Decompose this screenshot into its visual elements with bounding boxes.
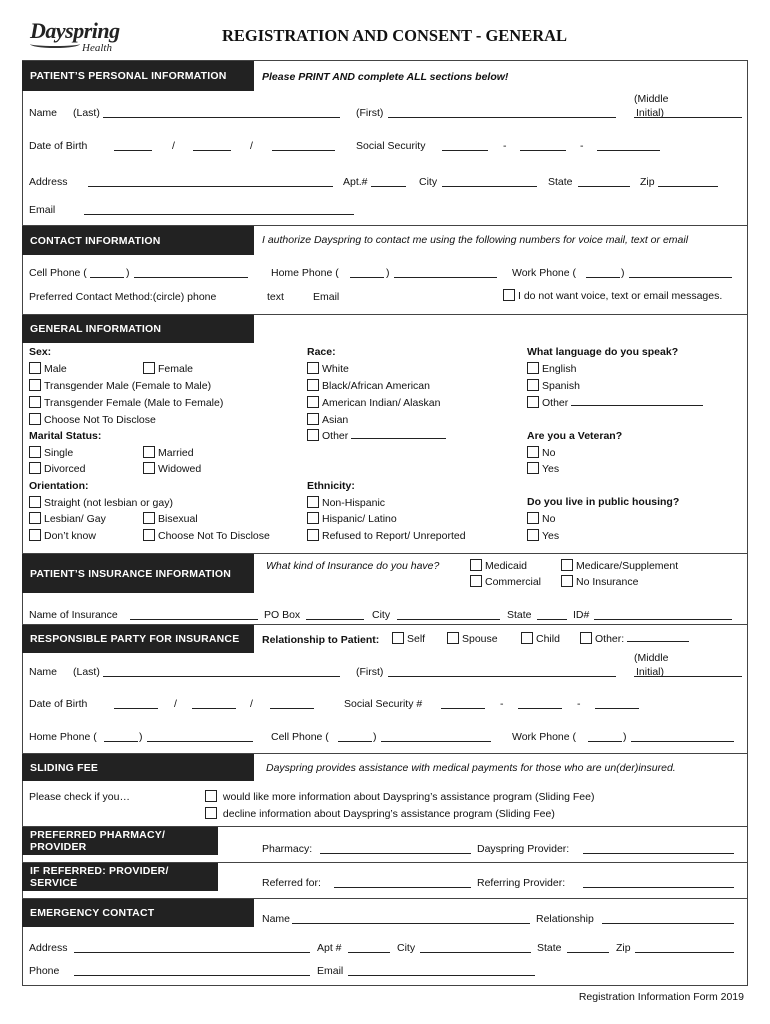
ec-address-field[interactable]: [74, 943, 310, 953]
decline-checkbox[interactable]: [205, 807, 217, 819]
rel-self-option[interactable]: [392, 632, 425, 645]
race-black-option[interactable]: [307, 379, 430, 392]
white-label: White: [322, 363, 349, 375]
section-sliding-header: SLIDING FEE: [22, 754, 254, 781]
widowed-checkbox[interactable]: [143, 462, 155, 474]
home-number-field[interactable]: [394, 268, 497, 278]
rp-cell-number-field[interactable]: [381, 732, 491, 742]
ethnicity-nonhisp-option[interactable]: [307, 496, 385, 509]
marital-single-option[interactable]: [29, 446, 73, 459]
pharmacy-label: Pharmacy:: [262, 843, 313, 855]
ssn-part1-field[interactable]: [442, 141, 488, 151]
lang-other-option[interactable]: [527, 396, 703, 409]
ec-phone-label: Phone: [29, 965, 60, 977]
housing-yes-option[interactable]: [527, 529, 559, 542]
last-label: (Last): [73, 107, 100, 119]
veteran-no-label: No: [542, 447, 556, 459]
choose-label: Choose Not To Disclose: [44, 414, 156, 426]
ins-none-option[interactable]: [561, 575, 638, 588]
straight-label: Straight (not lesbian or gay): [44, 497, 173, 509]
english-label: English: [542, 363, 577, 375]
veteran-no-checkbox[interactable]: [527, 446, 539, 458]
commercial-label: Commercial: [485, 576, 542, 588]
tf-label: Transgender Female (Male to Female): [44, 397, 224, 409]
cell-phone-label: Cell Phone (: [29, 267, 87, 279]
ec-name-field[interactable]: [292, 914, 530, 924]
rp-dob-slash-1: /: [174, 698, 177, 710]
city-field[interactable]: [442, 177, 537, 187]
medicaid-label: Medicaid: [485, 560, 528, 572]
rp-ssn-part3-field[interactable]: [595, 699, 639, 709]
section-personal-header: PATIENT’S PERSONAL INFORMATION: [22, 61, 254, 91]
section-referred-header: IF REFERRED: PROVIDER/ SERVICE: [22, 863, 218, 891]
orientation-choose-option[interactable]: [143, 529, 270, 542]
ssn-dash-2: -: [580, 140, 584, 152]
tm-checkbox[interactable]: [29, 379, 41, 391]
pharmacy-field[interactable]: [320, 844, 471, 854]
ssn-dash-1: -: [503, 140, 507, 152]
address-field[interactable]: [88, 177, 333, 187]
home-phone-label: Home Phone (: [271, 267, 339, 279]
rp-ssn-part1-field[interactable]: [441, 699, 485, 709]
ec-email-label: Email: [317, 965, 344, 977]
work-phone-label: Work Phone (: [512, 267, 576, 279]
rp-home-area-field[interactable]: [104, 732, 138, 742]
asian-label: Asian: [322, 414, 349, 426]
race-asian-option[interactable]: [307, 413, 348, 426]
cell-number-field[interactable]: [134, 268, 248, 278]
divorced-label: Divorced: [44, 463, 86, 475]
ec-phone-field[interactable]: [74, 966, 310, 976]
ins-city-field[interactable]: [397, 610, 500, 620]
race-other-label: Other: [322, 430, 349, 442]
dontknow-label: Don’t know: [44, 530, 96, 542]
dob-day-field[interactable]: [193, 141, 231, 151]
medicare-label: Medicare/Supplement: [576, 560, 679, 572]
sliding-check-label: Please check if you…: [29, 791, 130, 803]
referring-provider-field[interactable]: [583, 878, 734, 888]
rp-ssn-label: Social Security #: [344, 698, 423, 710]
ec-city-label: City: [397, 942, 416, 954]
ec-apt-field[interactable]: [348, 943, 390, 953]
work-area-field[interactable]: [586, 268, 620, 278]
orientation-dontknow-option[interactable]: [29, 529, 96, 542]
rp-middle-initial-field[interactable]: [634, 667, 742, 677]
married-checkbox[interactable]: [143, 446, 155, 458]
ssn-part2-field[interactable]: [520, 141, 566, 151]
contact-note: I authorize Dayspring to contact me using the following numbers for voice mail, text or email: [262, 234, 689, 246]
straight-checkbox[interactable]: [29, 496, 41, 508]
dob-label: Date of Birth: [29, 140, 88, 152]
veteran-label: Are you a Veteran?: [527, 430, 623, 442]
home-area-field[interactable]: [350, 268, 384, 278]
work-number-field[interactable]: [629, 268, 732, 278]
ec-state-field[interactable]: [567, 943, 609, 953]
method-email[interactable]: Email: [313, 291, 340, 303]
more-info-checkbox[interactable]: [205, 790, 217, 802]
no-insurance-checkbox[interactable]: [561, 575, 573, 587]
veteran-no-option[interactable]: [527, 446, 555, 459]
email-label: Email: [29, 204, 56, 216]
rp-ssn-part2-field[interactable]: [518, 699, 562, 709]
rp-dob-label: Date of Birth: [29, 698, 88, 710]
race-native-option[interactable]: [307, 396, 440, 409]
nonhisp-label: Non-Hispanic: [322, 497, 386, 509]
sex-male-option[interactable]: [29, 362, 67, 375]
orientation-lesbian-option[interactable]: [29, 512, 106, 525]
sex-female-option[interactable]: [143, 362, 193, 375]
rp-dob-year-field[interactable]: [270, 699, 314, 709]
referring-provider-label: Referring Provider:: [477, 877, 566, 889]
bisexual-checkbox[interactable]: [143, 512, 155, 524]
cell-area-field[interactable]: [90, 268, 124, 278]
rp-cell-close: ): [373, 731, 377, 743]
race-other-option[interactable]: [307, 429, 446, 442]
lang-other-checkbox[interactable]: [527, 396, 539, 408]
refused-checkbox[interactable]: [307, 529, 319, 541]
ec-zip-field[interactable]: [635, 943, 734, 953]
ec-city-field[interactable]: [420, 943, 531, 953]
sliding-note: Dayspring provides assistance with medical payments for those who are un(der)insured.: [266, 762, 676, 774]
ins-medicaid-option[interactable]: [470, 559, 527, 572]
race-other-field[interactable]: [351, 429, 446, 439]
rp-name-label: Name: [29, 666, 58, 678]
single-checkbox[interactable]: [29, 446, 41, 458]
spanish-label: Spanish: [542, 380, 580, 392]
lang-other-label: Other: [542, 397, 569, 409]
veteran-yes-label: Yes: [542, 463, 560, 475]
rp-home-label: Home Phone (: [29, 731, 97, 743]
self-checkbox[interactable]: [392, 632, 404, 644]
ec-email-field[interactable]: [348, 966, 535, 976]
tm-label: Transgender Male (Female to Male): [44, 380, 212, 392]
rel-child-option[interactable]: [521, 632, 560, 645]
male-checkbox[interactable]: [29, 362, 41, 374]
footer-form-id: Registration Information Form 2019: [578, 991, 744, 1003]
male-label: Male: [44, 363, 67, 375]
pobox-field[interactable]: [306, 610, 364, 620]
choose2-checkbox[interactable]: [143, 529, 155, 541]
state-field[interactable]: [578, 177, 630, 187]
ethnicity-label: Ethnicity:: [307, 480, 355, 492]
ec-name-label: Name: [262, 913, 291, 925]
veteran-yes-option[interactable]: [527, 462, 559, 475]
hisp-checkbox[interactable]: [307, 512, 319, 524]
sliding-more-info-option[interactable]: [205, 790, 594, 803]
section-emergency-header: EMERGENCY CONTACT: [22, 899, 254, 927]
widowed-label: Widowed: [158, 463, 202, 475]
ds-provider-field[interactable]: [583, 844, 734, 854]
lesbian-checkbox[interactable]: [29, 512, 41, 524]
housing-yes-label: Yes: [542, 530, 560, 542]
work-close: ): [621, 267, 625, 279]
sex-tm-option[interactable]: [29, 379, 211, 392]
lang-english-option[interactable]: [527, 362, 576, 375]
zip-field[interactable]: [658, 177, 718, 187]
race-white-option[interactable]: [307, 362, 349, 375]
housing-no-label: No: [542, 513, 556, 525]
no-messages-option[interactable]: [503, 289, 722, 302]
rp-last-label: (Last): [73, 666, 100, 678]
marital-widowed-option[interactable]: [143, 462, 201, 475]
divorced-checkbox[interactable]: [29, 462, 41, 474]
black-checkbox[interactable]: [307, 379, 319, 391]
language-label: What language do you speak?: [527, 346, 679, 358]
insurance-name-label: Name of Insurance: [29, 609, 118, 621]
race-label: Race:: [307, 346, 336, 358]
rp-dob-month-field[interactable]: [114, 699, 158, 709]
apt-field[interactable]: [371, 177, 406, 187]
rel-spouse-option[interactable]: [447, 632, 498, 645]
veteran-yes-checkbox[interactable]: [527, 462, 539, 474]
lang-other-field[interactable]: [571, 396, 703, 406]
spanish-checkbox[interactable]: [527, 379, 539, 391]
single-label: Single: [44, 447, 74, 459]
cell-close: ): [126, 267, 130, 279]
marital-married-option[interactable]: [143, 446, 194, 459]
rp-ssn-dash-1: -: [500, 698, 504, 710]
rp-work-area-field[interactable]: [588, 732, 622, 742]
ec-state-label: State: [537, 942, 562, 954]
home-close: ): [386, 267, 390, 279]
marital-divorced-option[interactable]: [29, 462, 85, 475]
white-checkbox[interactable]: [307, 362, 319, 374]
logo-main: Dayspring: [30, 18, 120, 43]
black-label: Black/African American: [322, 380, 430, 392]
sex-tf-option[interactable]: [29, 396, 223, 409]
rp-home-close: ): [139, 731, 143, 743]
no-insurance-label: No Insurance: [576, 576, 639, 588]
ins-state-label: State: [507, 609, 532, 621]
sex-choose-option[interactable]: [29, 413, 156, 426]
ethnicity-refused-option[interactable]: [307, 529, 466, 542]
spouse-checkbox[interactable]: [447, 632, 459, 644]
choose-checkbox[interactable]: [29, 413, 41, 425]
ins-city-label: City: [372, 609, 391, 621]
ins-id-label: ID#: [573, 609, 590, 621]
dayspring-logo: [30, 18, 140, 58]
relationship-label: Relationship to Patient:: [262, 634, 380, 646]
hisp-label: Hispanic/ Latino: [322, 513, 397, 525]
native-label: American Indian/ Alaskan: [322, 397, 441, 409]
ds-provider-label: Dayspring Provider:: [477, 843, 570, 855]
sex-label: Sex:: [29, 346, 52, 358]
rp-middle-label: (Middle: [634, 652, 669, 664]
rel-other-option[interactable]: [580, 632, 689, 645]
method-text[interactable]: text: [267, 291, 284, 303]
personal-note: Please PRINT AND complete ALL sections below!: [262, 71, 509, 83]
rp-last-name-field[interactable]: [103, 667, 340, 677]
middle-initial-label: Initial): [636, 107, 665, 119]
orientation-bisexual-option[interactable]: [143, 512, 198, 525]
last-name-field[interactable]: [103, 108, 340, 118]
rp-work-number-field[interactable]: [631, 732, 734, 742]
ec-apt-label: Apt #: [317, 942, 342, 954]
insurance-name-field[interactable]: [130, 610, 258, 620]
choose2-label: Choose Not To Disclose: [158, 530, 270, 542]
address-label: Address: [29, 176, 68, 188]
name-label: Name: [29, 107, 58, 119]
ec-address-label: Address: [29, 942, 68, 954]
rp-home-number-field[interactable]: [147, 732, 253, 742]
rel-other-checkbox[interactable]: [580, 632, 592, 644]
state-label: State: [548, 176, 573, 188]
ec-relationship-field[interactable]: [602, 914, 734, 924]
rel-other-label: Other:: [595, 633, 625, 645]
housing-no-checkbox[interactable]: [527, 512, 539, 524]
referred-for-label: Referred for:: [262, 877, 321, 889]
first-label: (First): [356, 107, 384, 119]
lesbian-label: Lesbian/ Gay: [44, 513, 106, 525]
refused-label: Refused to Report/ Unreported: [322, 530, 466, 542]
apt-label: Apt.#: [343, 176, 368, 188]
ins-state-field[interactable]: [537, 610, 567, 620]
dob-slash-1: /: [172, 140, 175, 152]
rp-middle-initial-label: Initial): [636, 666, 665, 678]
female-checkbox[interactable]: [143, 362, 155, 374]
rp-cell-area-field[interactable]: [338, 732, 372, 742]
housing-label: Do you live in public housing?: [527, 496, 680, 508]
no-messages-label: I do not want voice, text or email messages.: [518, 290, 723, 302]
rp-ssn-dash-2: -: [577, 698, 581, 710]
dob-year-field[interactable]: [272, 141, 335, 151]
ssn-label: Social Security: [356, 140, 426, 152]
section-insurance-header: PATIENT’S INSURANCE INFORMATION: [22, 554, 254, 593]
rp-first-label: (First): [356, 666, 384, 678]
logo-swoosh-icon: [30, 40, 80, 48]
rel-other-field[interactable]: [627, 632, 689, 642]
section-responsible-header: RESPONSIBLE PARTY FOR INSURANCE: [22, 625, 254, 653]
ins-medicare-option[interactable]: [561, 559, 678, 572]
preferred-method-label: Preferred Contact Method:(circle) phone: [29, 291, 217, 303]
female-label: Female: [158, 363, 194, 375]
more-info-label: would like more information about Dayspring’s assistance program (Sliding Fee): [222, 791, 595, 803]
orientation-straight-option[interactable]: [29, 496, 173, 509]
referred-for-field[interactable]: [334, 878, 471, 888]
married-label: Married: [158, 447, 194, 459]
ins-commercial-option[interactable]: [470, 575, 541, 588]
housing-no-option[interactable]: [527, 512, 555, 525]
english-checkbox[interactable]: [527, 362, 539, 374]
decline-label: decline information about Dayspring’s assistance program (Sliding Fee): [222, 808, 555, 820]
commercial-checkbox[interactable]: [470, 575, 482, 587]
race-other-checkbox[interactable]: [307, 429, 319, 441]
pobox-label: PO Box: [264, 609, 301, 621]
sliding-decline-option[interactable]: [205, 807, 555, 820]
nonhisp-checkbox[interactable]: [307, 496, 319, 508]
email-field[interactable]: [84, 205, 354, 215]
rp-work-close: ): [623, 731, 627, 743]
medicare-checkbox[interactable]: [561, 559, 573, 571]
spouse-label: Spouse: [462, 633, 498, 645]
section-pharmacy-header: PREFERRED PHARMACY/ PROVIDER: [22, 827, 218, 855]
ins-id-field[interactable]: [594, 610, 732, 620]
tf-checkbox[interactable]: [29, 396, 41, 408]
rp-dob-day-field[interactable]: [192, 699, 236, 709]
section-general-header: GENERAL INFORMATION: [22, 315, 254, 343]
medicaid-checkbox[interactable]: [470, 559, 482, 571]
ec-relationship-label: Relationship: [536, 913, 594, 925]
housing-yes-checkbox[interactable]: [527, 529, 539, 541]
city-label: City: [419, 176, 438, 188]
orientation-label: Orientation:: [29, 480, 89, 492]
rp-cell-label: Cell Phone (: [271, 731, 329, 743]
child-checkbox[interactable]: [521, 632, 533, 644]
form-title: REGISTRATION AND CONSENT - GENERAL: [222, 26, 568, 45]
self-label: Self: [407, 633, 426, 645]
middle-label: (Middle: [634, 93, 669, 105]
dob-month-field[interactable]: [114, 141, 152, 151]
bisexual-label: Bisexual: [158, 513, 198, 525]
ssn-part3-field[interactable]: [597, 141, 660, 151]
asian-checkbox[interactable]: [307, 413, 319, 425]
marital-label: Marital Status:: [29, 430, 102, 442]
native-checkbox[interactable]: [307, 396, 319, 408]
insurance-question: What kind of Insurance do you have?: [266, 560, 440, 572]
first-name-field[interactable]: [388, 108, 616, 118]
no-messages-checkbox[interactable]: [503, 289, 515, 301]
rp-first-name-field[interactable]: [388, 667, 616, 677]
rp-work-label: Work Phone (: [512, 731, 576, 743]
child-label: Child: [536, 633, 560, 645]
ethnicity-hisp-option[interactable]: [307, 512, 397, 525]
rp-dob-slash-2: /: [250, 698, 253, 710]
zip-label: Zip: [640, 176, 655, 188]
section-contact-header: CONTACT INFORMATION: [22, 226, 254, 255]
dontknow-checkbox[interactable]: [29, 529, 41, 541]
middle-initial-field[interactable]: [634, 108, 742, 118]
logo-sub: Health: [82, 42, 112, 54]
lang-spanish-option[interactable]: [527, 379, 580, 392]
ec-zip-label: Zip: [616, 942, 631, 954]
dob-slash-2: /: [250, 140, 253, 152]
